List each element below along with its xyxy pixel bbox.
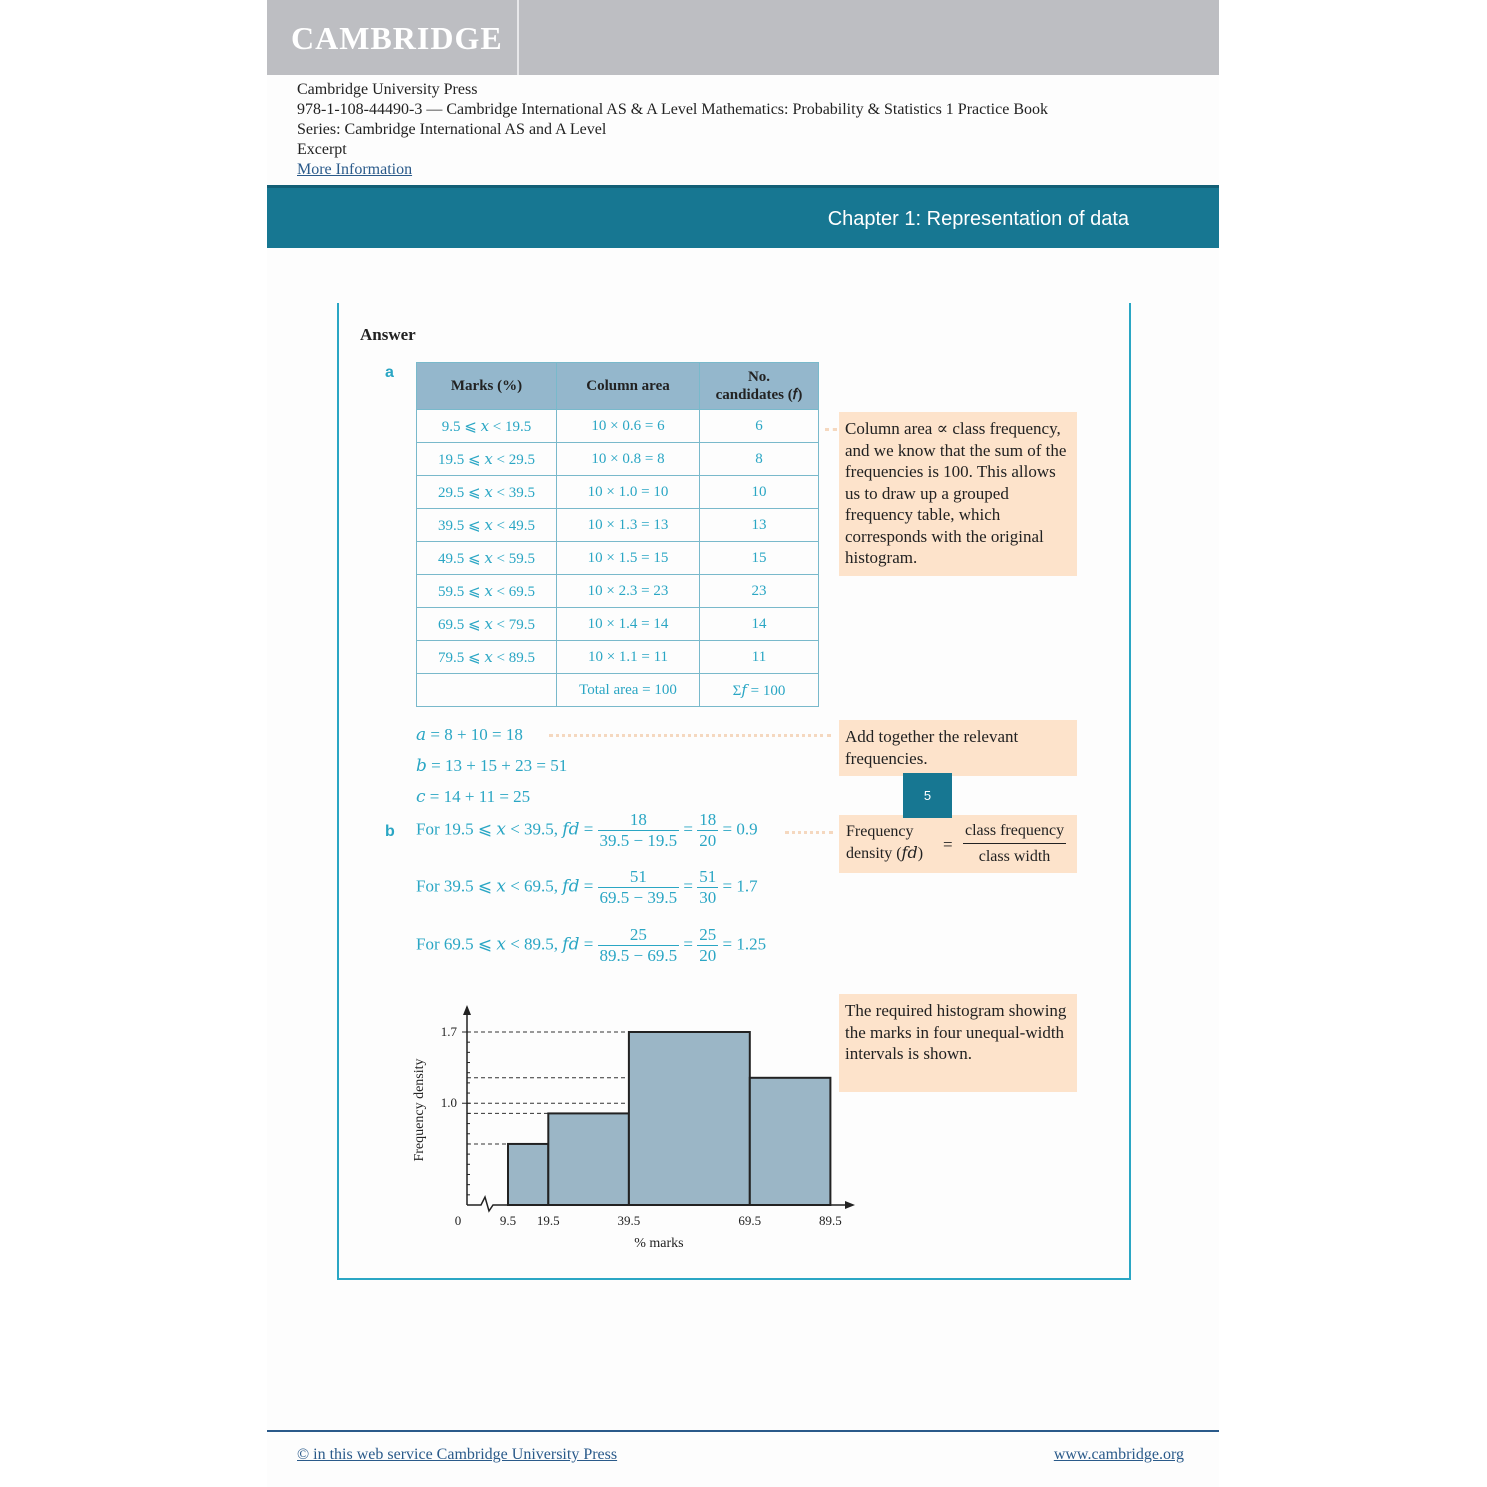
equals: =: [683, 934, 693, 954]
equals: =: [683, 819, 693, 839]
numerator: 18: [598, 810, 680, 831]
note-column-area: Column area ∝ class frequency, and we know that the sum of the frequencies is 100. This allows us to draw up a grouped frequency table, which corresponds with the original histogram.: [839, 412, 1077, 576]
page-number-tab: 5: [903, 773, 952, 818]
table-row: [417, 443, 819, 476]
fraction: [598, 867, 680, 908]
marks-cell: 9.5 ⩽ 𝑥 < 19.5: [417, 410, 557, 443]
total-area-cell: Total area = 100: [557, 674, 700, 707]
fraction: [598, 810, 680, 851]
x-tick-label: 19.5: [536, 1213, 560, 1228]
page: [267, 0, 1219, 1487]
histogram-bar: [548, 1113, 629, 1205]
header-marks: Marks (%): [417, 363, 557, 410]
fd-numerator: class frequency: [963, 819, 1066, 844]
series: Series: Cambridge International AS and A Level: [297, 121, 607, 138]
excerpt-label: Excerpt: [297, 141, 347, 158]
histogram-bar: [750, 1078, 831, 1205]
publisher: Cambridge University Press: [297, 81, 478, 98]
y-tick-label: 1.0: [440, 1095, 457, 1111]
column-area-cell: 10 × 2.3 = 23: [557, 575, 700, 608]
numerator: 51: [699, 867, 717, 886]
fd-left-line1: Frequency: [846, 823, 914, 840]
fraction: [697, 867, 718, 908]
part-b-label: b: [385, 823, 395, 840]
part-a-label: a: [385, 364, 394, 381]
histogram-chart: [407, 995, 867, 1260]
column-area-cell: 10 × 1.5 = 15: [557, 542, 700, 575]
denominator: 39.5 − 19.5: [599, 831, 678, 850]
header-column-area: Column area: [557, 363, 700, 410]
x-axis-arrow: [845, 1201, 855, 1209]
histogram-bar: [629, 1032, 750, 1205]
fd-equals: =: [943, 835, 953, 854]
x-tick-label: 9.5: [499, 1213, 517, 1228]
result: = 1.7: [722, 876, 758, 896]
numerator: 25: [699, 925, 717, 944]
fd-left-line2: density (𝑓𝑑): [846, 845, 924, 862]
table-row: [417, 575, 819, 608]
fd-calc-2: [416, 867, 758, 908]
website-link[interactable]: www.cambridge.org: [1053, 1446, 1184, 1463]
marks-cell: 79.5 ⩽ 𝑥 < 89.5: [417, 641, 557, 674]
fd-calc-1: [416, 810, 758, 851]
frequency-cell: 13: [700, 509, 819, 542]
y-tick-label: 1.7: [440, 1024, 457, 1039]
chapter-title: Chapter 1: Representation of data: [827, 208, 1129, 230]
marks-cell: 59.5 ⩽ 𝑥 < 69.5: [417, 575, 557, 608]
fraction: [697, 925, 718, 966]
sum-c: 𝑐 = 14 + 11 = 25: [416, 787, 531, 806]
fd-calc-prefix: For 19.5 ⩽ 𝑥 < 39.5, 𝑓𝑑 =: [416, 819, 594, 839]
x-tick-label: 69.5: [738, 1213, 762, 1228]
result: = 1.25: [722, 934, 767, 954]
fraction: [598, 925, 680, 966]
denominator: 30: [699, 888, 717, 907]
table-row: [417, 608, 819, 641]
table-row: [417, 509, 819, 542]
note-add-together: Add together the relevant frequencies.: [839, 720, 1077, 776]
leader-dots: [785, 831, 833, 834]
marks-cell: 19.5 ⩽ 𝑥 < 29.5: [417, 443, 557, 476]
column-area-cell: 10 × 0.8 = 8: [557, 443, 700, 476]
footer-divider: [267, 1430, 1219, 1432]
result: = 0.9: [722, 819, 758, 839]
empty-cell: [417, 674, 557, 707]
numerator: 51: [598, 867, 680, 888]
marks-cell: 29.5 ⩽ 𝑥 < 39.5: [417, 476, 557, 509]
fd-denominator: class width: [978, 848, 1051, 865]
x-tick-label: 39.5: [617, 1213, 641, 1228]
x-tick-label: 0: [454, 1213, 462, 1228]
copyright-link[interactable]: © in this web service Cambridge University Press: [297, 1446, 618, 1463]
column-area-cell: 10 × 0.6 = 6: [557, 410, 700, 443]
table-row: [417, 641, 819, 674]
more-information-link[interactable]: More Information: [297, 161, 413, 178]
frequency-table: [416, 362, 819, 707]
column-area-cell: 10 × 1.0 = 10: [557, 476, 700, 509]
table-row: [417, 476, 819, 509]
histogram-bar: [508, 1144, 548, 1205]
header-candidates-line1: No.: [747, 368, 771, 385]
denominator: 69.5 − 39.5: [599, 888, 678, 907]
frequency-cell: 10: [700, 476, 819, 509]
numerator: 25: [598, 925, 680, 946]
column-area-cell: 10 × 1.3 = 13: [557, 509, 700, 542]
x-tick-label: 89.5: [819, 1213, 842, 1228]
header-candidates-line2: candidates (𝑓): [715, 386, 803, 403]
fd-calc-prefix: For 69.5 ⩽ 𝑥 < 89.5, 𝑓𝑑 =: [416, 934, 594, 954]
equals: =: [683, 876, 693, 896]
total-f-cell: Σ𝑓 = 100: [700, 674, 819, 707]
table-total-row: [417, 674, 819, 707]
frequency-cell: 11: [700, 641, 819, 674]
frequency-cell: 14: [700, 608, 819, 641]
header-bar: [267, 0, 1219, 75]
fraction: [697, 810, 718, 851]
denominator: 89.5 − 69.5: [599, 946, 678, 965]
marks-cell: 39.5 ⩽ 𝑥 < 49.5: [417, 509, 557, 542]
header-candidates: [700, 363, 819, 410]
denominator: 20: [699, 831, 717, 850]
column-area-cell: 10 × 1.1 = 11: [557, 641, 700, 674]
sum-a: 𝑎 = 8 + 10 = 18: [416, 725, 523, 744]
sum-b: 𝑏 = 13 + 15 + 23 = 51: [416, 756, 568, 775]
frequency-cell: 8: [700, 443, 819, 476]
note-histogram: The required histogram showing the marks in four unequal-width intervals is shown.: [839, 994, 1077, 1092]
isbn-title: 978-1-108-44490-3 — Cambridge International AS & A Level Mathematics: Probability & Statistics 1 Practice Book: [297, 101, 1048, 118]
fd-calc-3: [416, 925, 766, 966]
table-row: [417, 542, 819, 575]
marks-cell: 49.5 ⩽ 𝑥 < 59.5: [417, 542, 557, 575]
frequency-cell: 6: [700, 410, 819, 443]
frequency-cell: 15: [700, 542, 819, 575]
denominator: 20: [699, 946, 717, 965]
marks-cell: 69.5 ⩽ 𝑥 < 79.5: [417, 608, 557, 641]
answer-heading: Answer: [360, 325, 416, 344]
fd-calc-prefix: For 39.5 ⩽ 𝑥 < 69.5, 𝑓𝑑 =: [416, 876, 594, 896]
leader-dots: [825, 428, 837, 431]
leader-dots: [549, 734, 831, 737]
logo-box: [267, 0, 519, 75]
y-axis-label: Frequency density: [412, 1058, 427, 1162]
fd-fraction: [963, 819, 1066, 870]
column-area-cell: 10 × 1.4 = 14: [557, 608, 700, 641]
book-metadata: [297, 80, 1048, 180]
frequency-cell: 23: [700, 575, 819, 608]
numerator: 18: [699, 810, 717, 829]
y-axis-arrow: [463, 1005, 471, 1015]
chapter-bar: [267, 185, 1219, 248]
table-row: [417, 410, 819, 443]
x-axis-label: % marks: [634, 1236, 684, 1251]
cambridge-logo: CAMBRIDGE: [291, 20, 503, 56]
note-fd-formula: [839, 815, 1077, 873]
